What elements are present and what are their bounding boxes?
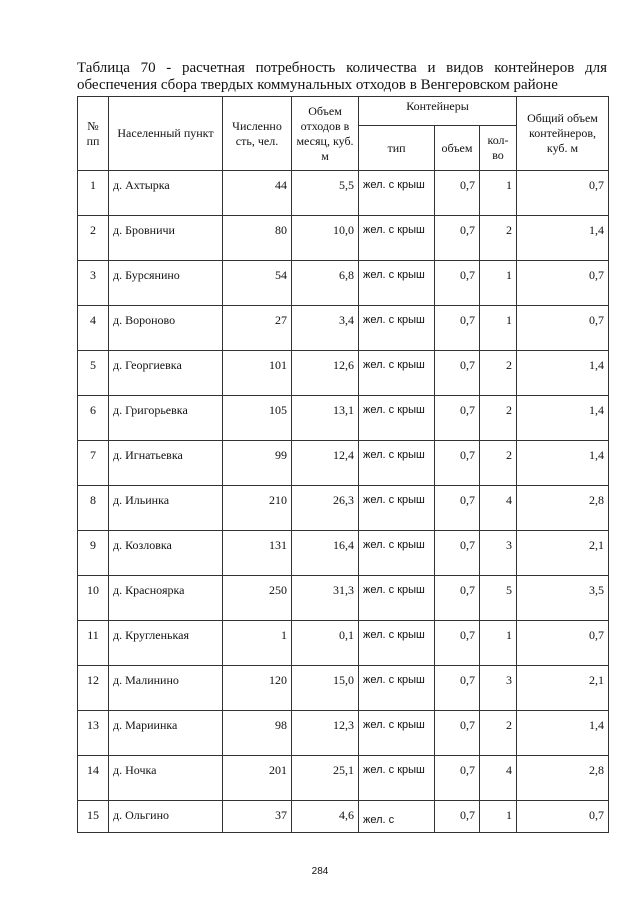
row-waste: 5,5 [292, 171, 359, 216]
row-container-type: жел. с крыш [359, 351, 435, 396]
row-container-count: 5 [480, 576, 517, 621]
row-population: 201 [223, 756, 292, 801]
row-num: 12 [78, 666, 109, 711]
row-settlement: д. Вороново [109, 306, 223, 351]
row-settlement: д. Малинино [109, 666, 223, 711]
row-num: 7 [78, 441, 109, 486]
row-container-type: жел. с крыш [359, 486, 435, 531]
row-settlement: д. Ильинка [109, 486, 223, 531]
row-waste: 6,8 [292, 261, 359, 306]
table-row [78, 396, 609, 441]
row-total-volume: 0,7 [517, 306, 609, 351]
row-total-volume: 1,4 [517, 216, 609, 261]
table-row [78, 801, 609, 833]
header-settlement: Населенный пункт [109, 97, 223, 171]
caption-line-2: обеспечения сбора твердых коммунальных отходов в Венгеровском районе [77, 77, 558, 93]
row-container-type: жел. с [359, 801, 435, 833]
row-num: 8 [78, 486, 109, 531]
header-total-volume: Общий объем контейнеров, куб. м [517, 97, 609, 171]
row-num: 1 [78, 171, 109, 216]
header-count: кол-во [480, 126, 517, 171]
row-population: 105 [223, 396, 292, 441]
row-container-count: 4 [480, 486, 517, 531]
table-row [78, 711, 609, 756]
row-container-count: 1 [480, 171, 517, 216]
table-row [78, 171, 609, 216]
header-waste-volume: Объем отходов в месяц, куб. м [292, 97, 359, 171]
row-container-type: жел. с крыш [359, 711, 435, 756]
row-container-type: жел. с крыш [359, 216, 435, 261]
row-waste: 16,4 [292, 531, 359, 576]
row-population: 210 [223, 486, 292, 531]
row-total-volume: 1,4 [517, 351, 609, 396]
row-num: 5 [78, 351, 109, 396]
row-container-count: 2 [480, 441, 517, 486]
page-number: 284 [311, 866, 329, 877]
row-waste: 4,6 [292, 801, 359, 833]
row-num: 2 [78, 216, 109, 261]
row-container-type: жел. с крыш [359, 396, 435, 441]
row-population: 250 [223, 576, 292, 621]
row-population: 37 [223, 801, 292, 833]
row-settlement: д. Бурсянино [109, 261, 223, 306]
table-header [78, 97, 609, 171]
row-total-volume: 2,1 [517, 666, 609, 711]
row-num: 6 [78, 396, 109, 441]
header-num: № пп [78, 97, 109, 171]
row-container-count: 3 [480, 531, 517, 576]
table-row [78, 441, 609, 486]
row-waste: 26,3 [292, 486, 359, 531]
row-container-count: 2 [480, 396, 517, 441]
row-num: 10 [78, 576, 109, 621]
row-container-volume: 0,7 [435, 261, 480, 306]
table-body [78, 171, 609, 833]
row-container-volume: 0,7 [435, 666, 480, 711]
table-caption [77, 60, 607, 94]
row-container-volume: 0,7 [435, 756, 480, 801]
row-settlement: д. Мариинка [109, 711, 223, 756]
row-waste: 13,1 [292, 396, 359, 441]
header-population: Численно сть, чел. [223, 97, 292, 171]
row-container-count: 1 [480, 306, 517, 351]
row-waste: 12,4 [292, 441, 359, 486]
row-container-count: 1 [480, 621, 517, 666]
row-settlement: д. Козловка [109, 531, 223, 576]
row-settlement: д. Кругленькая [109, 621, 223, 666]
row-container-volume: 0,7 [435, 306, 480, 351]
table-row [78, 306, 609, 351]
row-population: 1 [223, 621, 292, 666]
row-container-volume: 0,7 [435, 531, 480, 576]
row-total-volume: 2,8 [517, 486, 609, 531]
row-waste: 10,0 [292, 216, 359, 261]
row-container-type: жел. с крыш [359, 531, 435, 576]
row-container-volume: 0,7 [435, 171, 480, 216]
row-container-count: 2 [480, 216, 517, 261]
row-settlement: д. Игнатьевка [109, 441, 223, 486]
row-container-count: 2 [480, 351, 517, 396]
row-waste: 0,1 [292, 621, 359, 666]
row-num: 4 [78, 306, 109, 351]
row-population: 27 [223, 306, 292, 351]
row-num: 3 [78, 261, 109, 306]
row-population: 120 [223, 666, 292, 711]
row-container-type: жел. с крыш [359, 441, 435, 486]
row-container-type: жел. с крыш [359, 621, 435, 666]
row-container-volume: 0,7 [435, 396, 480, 441]
header-containers: Контейнеры [359, 97, 517, 126]
row-container-type: жел. с крыш [359, 756, 435, 801]
row-total-volume: 0,7 [517, 621, 609, 666]
containers-table [77, 96, 609, 833]
row-waste: 31,3 [292, 576, 359, 621]
row-population: 80 [223, 216, 292, 261]
header-type: тип [359, 126, 435, 171]
row-settlement: д. Бровничи [109, 216, 223, 261]
row-container-type: жел. с крыш [359, 576, 435, 621]
row-total-volume: 1,4 [517, 396, 609, 441]
row-population: 131 [223, 531, 292, 576]
row-container-volume: 0,7 [435, 216, 480, 261]
row-waste: 25,1 [292, 756, 359, 801]
row-container-type: жел. с крыш [359, 171, 435, 216]
row-population: 101 [223, 351, 292, 396]
row-waste: 15,0 [292, 666, 359, 711]
row-settlement: д. Ольгино [109, 801, 223, 833]
row-container-type: жел. с крыш [359, 306, 435, 351]
row-container-volume: 0,7 [435, 351, 480, 396]
row-container-count: 1 [480, 261, 517, 306]
row-total-volume: 2,8 [517, 756, 609, 801]
row-num: 9 [78, 531, 109, 576]
row-waste: 12,3 [292, 711, 359, 756]
table-row [78, 261, 609, 306]
row-settlement: д. Георгиевка [109, 351, 223, 396]
row-container-volume: 0,7 [435, 576, 480, 621]
row-num: 14 [78, 756, 109, 801]
table-row [78, 756, 609, 801]
row-settlement: д. Ахтырка [109, 171, 223, 216]
row-waste: 12,6 [292, 351, 359, 396]
table-row [78, 621, 609, 666]
table-row [78, 216, 609, 261]
row-total-volume: 0,7 [517, 261, 609, 306]
row-num: 15 [78, 801, 109, 833]
table-row [78, 531, 609, 576]
row-total-volume: 3,5 [517, 576, 609, 621]
row-total-volume: 1,4 [517, 711, 609, 756]
row-num: 11 [78, 621, 109, 666]
caption-line-1: Таблица 70 - расчетная потребность количества и видов контейнеров для [77, 60, 607, 76]
row-container-count: 1 [480, 801, 517, 833]
row-num: 13 [78, 711, 109, 756]
row-container-count: 2 [480, 711, 517, 756]
row-container-volume: 0,7 [435, 801, 480, 833]
table-row [78, 486, 609, 531]
row-container-volume: 0,7 [435, 486, 480, 531]
row-population: 44 [223, 171, 292, 216]
row-population: 99 [223, 441, 292, 486]
row-container-volume: 0,7 [435, 621, 480, 666]
row-container-type: жел. с крыш [359, 261, 435, 306]
header-volume: объем [435, 126, 480, 171]
table-row [78, 666, 609, 711]
row-total-volume: 1,4 [517, 441, 609, 486]
row-population: 98 [223, 711, 292, 756]
row-total-volume: 2,1 [517, 531, 609, 576]
row-container-volume: 0,7 [435, 441, 480, 486]
table-row [78, 351, 609, 396]
row-settlement: д. Григорьевка [109, 396, 223, 441]
row-population: 54 [223, 261, 292, 306]
row-total-volume: 0,7 [517, 801, 609, 833]
row-container-type: жел. с крыш [359, 666, 435, 711]
table-row [78, 576, 609, 621]
row-total-volume: 0,7 [517, 171, 609, 216]
row-settlement: д. Красноярка [109, 576, 223, 621]
row-waste: 3,4 [292, 306, 359, 351]
row-settlement: д. Ночка [109, 756, 223, 801]
row-container-volume: 0,7 [435, 711, 480, 756]
row-container-count: 3 [480, 666, 517, 711]
row-container-count: 4 [480, 756, 517, 801]
